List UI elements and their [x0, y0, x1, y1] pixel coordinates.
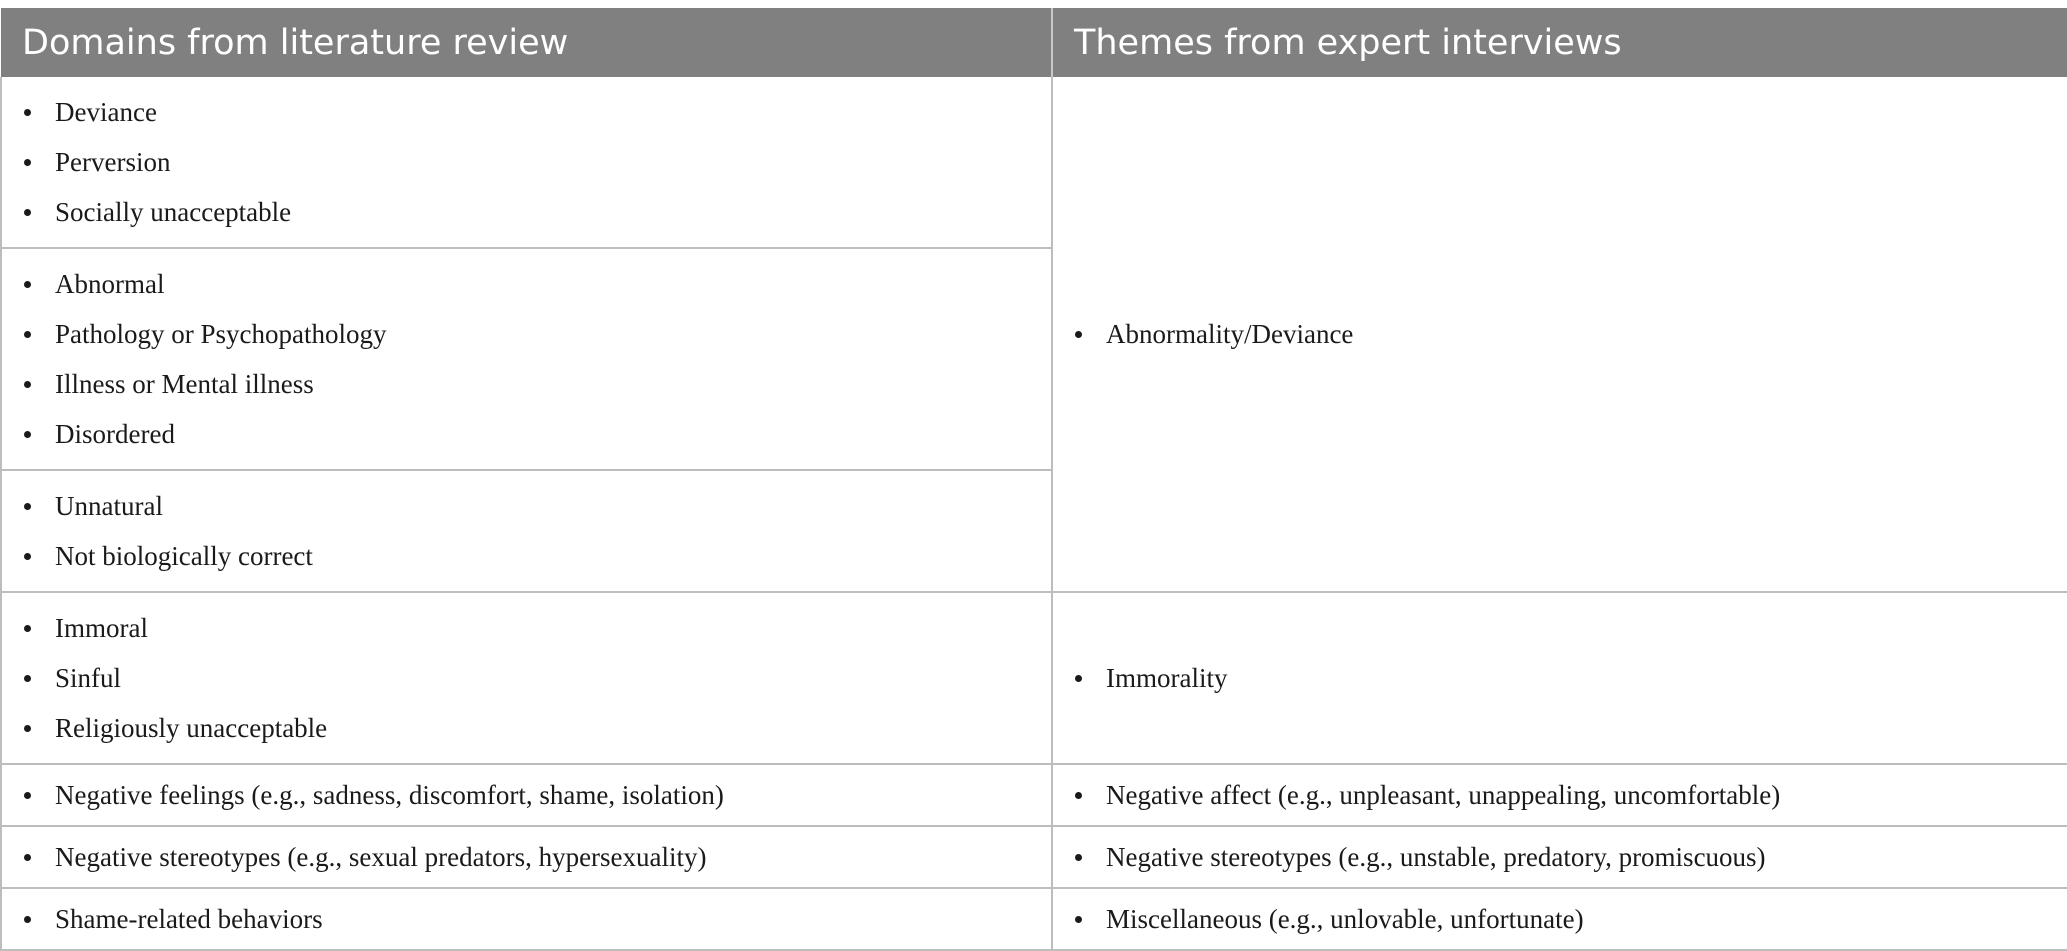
- list-item: Unnatural: [2, 481, 1051, 531]
- list-item: Immoral: [2, 603, 1051, 653]
- domain-cell: [1, 592, 1052, 764]
- domain-list: [2, 827, 1051, 887]
- column-header-themes: Themes from expert interviews: [1052, 8, 2067, 77]
- theme-list: [1053, 643, 2067, 713]
- list-item: Negative stereotypes (e.g., unstable, predatory, promiscuous): [1053, 832, 2067, 882]
- table-row: [1, 77, 2067, 248]
- list-item: Immorality: [1053, 653, 2067, 703]
- list-item: Religiously unacceptable: [2, 703, 1051, 753]
- table-row: [1, 826, 2067, 888]
- column-header-domains: Domains from literature review: [1, 8, 1052, 77]
- domain-cell: [1, 888, 1052, 950]
- table-row: [1, 592, 2067, 764]
- domain-cell: [1, 77, 1052, 248]
- domain-list: [2, 471, 1051, 591]
- list-item: Pathology or Psychopathology: [2, 309, 1051, 359]
- domain-list: [2, 593, 1051, 763]
- theme-list: [1053, 889, 2067, 949]
- theme-cell: [1052, 826, 2067, 888]
- theme-cell: [1052, 888, 2067, 950]
- domain-cell: [1, 764, 1052, 826]
- list-item: Perversion: [2, 137, 1051, 187]
- list-item: Miscellaneous (e.g., unlovable, unfortunate): [1053, 894, 2067, 944]
- list-item: Not biologically correct: [2, 531, 1051, 581]
- theme-cell: [1052, 764, 2067, 826]
- list-item: Disordered: [2, 409, 1051, 459]
- theme-list: [1053, 765, 2067, 825]
- domain-list: [2, 249, 1051, 469]
- list-item: Deviance: [2, 87, 1051, 137]
- list-item: Shame-related behaviors: [2, 894, 1051, 944]
- list-item: Negative stereotypes (e.g., sexual predators, hypersexuality): [2, 832, 1051, 882]
- domain-cell: [1, 470, 1052, 592]
- table-row: [1, 764, 2067, 826]
- list-item: Socially unacceptable: [2, 187, 1051, 237]
- theme-cell: [1052, 592, 2067, 764]
- list-item: Abnormality/Deviance: [1053, 309, 2067, 359]
- list-item: Abnormal: [2, 259, 1051, 309]
- table-row: [1, 888, 2067, 950]
- domain-list: [2, 77, 1051, 247]
- theme-list: [1053, 827, 2067, 887]
- list-item: Illness or Mental illness: [2, 359, 1051, 409]
- list-item: Negative feelings (e.g., sadness, discomfort, shame, isolation): [2, 770, 1051, 820]
- comparison-table: [0, 8, 2067, 951]
- theme-cell: [1052, 77, 2067, 592]
- domain-cell: [1, 248, 1052, 470]
- theme-list: [1053, 299, 2067, 369]
- domain-cell: [1, 826, 1052, 888]
- domain-list: [2, 765, 1051, 825]
- list-item: Sinful: [2, 653, 1051, 703]
- list-item: Negative affect (e.g., unpleasant, unappealing, uncomfortable): [1053, 770, 2067, 820]
- header-row: [1, 8, 2067, 77]
- domain-list: [2, 889, 1051, 949]
